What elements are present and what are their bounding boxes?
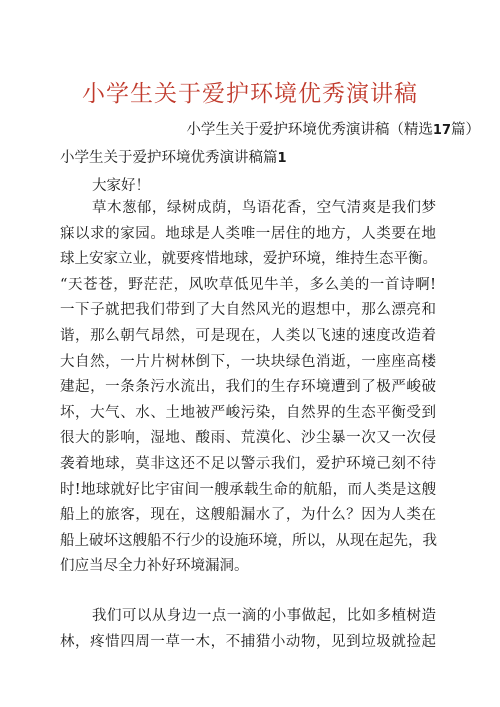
paragraph-line: 很大的影响，湿地、酸雨、荒漠化、沙尘暴一次又一次侵 xyxy=(60,430,436,447)
paragraph-line: 坏，大气、水、土地被严峻污染，自然界的生态平衡受到 xyxy=(60,404,436,421)
subtitle-end: 篇） xyxy=(451,122,480,138)
document-title: 小学生关于爱护环境优秀演讲稿 xyxy=(82,81,418,107)
section-heading-text: 小学生关于爱护环境优秀演讲稿篇 xyxy=(60,150,278,166)
paragraph-line: 建起，一条条污水流出，我们的生存环境遭到了极严峻破 xyxy=(60,379,436,396)
paragraph-line: 我们可以从身边一点一滴的小事做起，比如多植树造 xyxy=(92,608,436,624)
paragraph-line: 时!地球就好比宇宙间一艘承载生命的航船，而人类是这艘 xyxy=(60,481,436,498)
paragraph-line: “天苍苍，野茫茫，风吹草低见牛羊，多么美的一首诗啊! xyxy=(60,276,436,293)
document-subtitle xyxy=(60,119,480,142)
paragraph-1 xyxy=(60,196,436,580)
section-number: 1 xyxy=(277,151,287,166)
paragraph-line: 们应当尽全力补好环境漏洞。 xyxy=(60,558,249,575)
paragraph-line: 袭着地球，莫非这还不足以警示我们，爱护环境己刻不待 xyxy=(60,455,436,472)
paragraph-line: 寐以求的家园。地球是人类唯一居住的地方，人类要在地 xyxy=(60,225,436,242)
paragraph-line: 大自然，一片片树林倒下，一块块绿色消逝，一座座高楼 xyxy=(60,353,436,370)
paragraph-line: 船上的旅客，现在，这艘船漏水了，为什么？因为人类在 xyxy=(60,507,436,524)
section-heading xyxy=(60,147,287,170)
subtitle-text: 小学生关于爱护环境优秀演讲稿（精选 xyxy=(186,122,433,138)
paragraph-line: 草木葱郁，绿树成荫，鸟语花香，空气清爽是我们梦 xyxy=(92,200,436,216)
paragraph-line: 谐，那么朝气昂然，可是现在，人类以飞速的速度改造着 xyxy=(60,327,436,344)
paragraph-line: 林，疼惜四周一草一木，不捕猎小动物，见到垃圾就捡起 xyxy=(60,633,436,650)
paragraph-line: 一下子就把我们带到了大自然风光的遐想中，那么漂亮和 xyxy=(60,302,436,319)
greeting: 大家好！ xyxy=(92,178,150,194)
paragraph-line: 球上安家立业，就要疼惜地球，爱护环境，维持生态平衡。 xyxy=(60,251,437,268)
subtitle-count: 17 xyxy=(432,123,451,138)
paragraph-2 xyxy=(60,604,436,655)
paragraph-line: 船上破坏这艘船不行少的设施环境，所以，从现在起先，我 xyxy=(60,532,437,549)
